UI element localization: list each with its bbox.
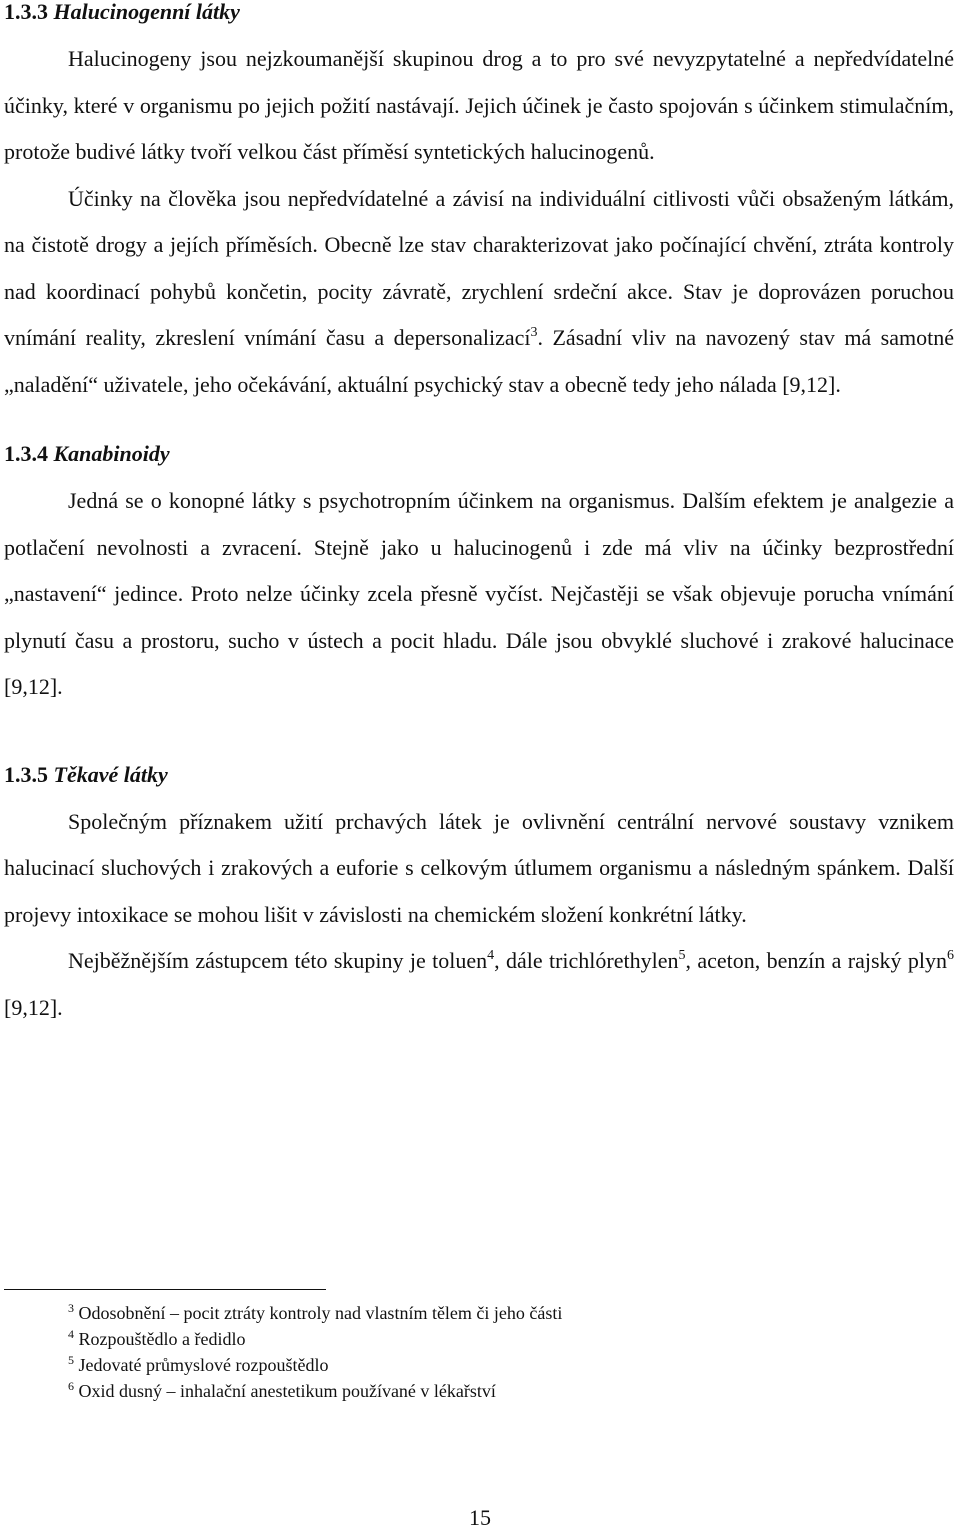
section-number: 1.3.3 bbox=[4, 0, 48, 24]
section-tekave-latky bbox=[4, 763, 954, 1032]
section-halucinogenni-latky bbox=[4, 0, 954, 408]
footnote bbox=[4, 1300, 804, 1326]
section-title: Těkavé látky bbox=[53, 761, 168, 787]
paragraph-text: , dále trichlórethylen bbox=[494, 948, 679, 973]
paragraph: Halucinogeny jsou nejzkoumanější skupinou drog a to pro své nevyzpytatelné a nepředvídatelné účinky, které v organismu po jejich požití nastávají. Jejich účinek je často spojován s účinkem stimulačním, protože budivé látky tvoří velkou část příměsí syntetických halucinogenů. bbox=[4, 46, 954, 164]
section-title: Halucinogenní látky bbox=[53, 0, 240, 24]
section-number: 1.3.5 bbox=[4, 761, 48, 787]
footnotes bbox=[4, 1289, 804, 1404]
paragraph-text: Účinky na člověka jsou nepředvídatelné a závisí na individuální citlivosti vůči obsaženým látkám, na čistotě drogy a jejích příměsích. Obecně lze stav charakterizovat jako počínající chvění, ztráta kontroly nad koordinací pohybů končetin, pocity závratě, zrychlení srdeční akce. Stav je doprovázen poruchou vnímání reality, zkreslení vnímání času a depersonalizací bbox=[4, 185, 954, 350]
footnote bbox=[4, 1352, 804, 1378]
paragraph bbox=[4, 938, 954, 1031]
section-title: Kanabinoidy bbox=[53, 441, 170, 466]
footnote-ref: 3 bbox=[530, 325, 538, 340]
section-heading bbox=[4, 0, 954, 24]
document-page bbox=[4, 0, 954, 1031]
footnote-divider bbox=[4, 1289, 326, 1290]
footnote-number: 5 bbox=[68, 1353, 74, 1367]
footnote-text: Jedovaté průmyslové rozpouštědlo bbox=[78, 1355, 329, 1375]
section-heading bbox=[4, 442, 954, 466]
paragraph-text: . Zásadní vliv na navozený stav má samotné „naladění“ uživatele, jeho očekávání, aktuální psychický stav a obecně tedy jeho nálada [9,12]. bbox=[4, 325, 954, 397]
section-heading bbox=[4, 763, 954, 787]
footnote-ref: 6 bbox=[946, 948, 954, 963]
section-kanabinoidy bbox=[4, 442, 954, 711]
footnote-text: Oxid dusný – inhalační anestetikum používané v lékařství bbox=[78, 1381, 496, 1401]
paragraph: Společným příznakem užití prchavých látek je ovlivnění centrální nervové soustavy vznikem halucinací sluchových i zrakových a euforie s celkovým útlumem organismu a následným spánkem. Další projevy intoxikace se mohou lišit v závislosti na chemickém složení konkrétní látky. bbox=[4, 808, 954, 927]
footnote-text: Odosobnění – pocit ztráty kontroly nad vlastním tělem či jeho části bbox=[78, 1303, 563, 1323]
footnote-ref: 5 bbox=[678, 948, 686, 963]
paragraph bbox=[4, 176, 954, 409]
footnote-text: Rozpouštědlo a ředidlo bbox=[78, 1329, 246, 1349]
page-number: 15 bbox=[469, 1505, 491, 1530]
paragraph-text: Nejběžnějším zástupcem této skupiny je toluen bbox=[68, 948, 488, 973]
paragraph-text: [9,12]. bbox=[4, 994, 63, 1020]
footnote-number: 6 bbox=[68, 1379, 74, 1393]
footnote-number: 3 bbox=[68, 1301, 74, 1315]
section-number: 1.3.4 bbox=[4, 441, 48, 466]
footnote-number: 4 bbox=[68, 1327, 74, 1341]
footnote-ref: 4 bbox=[487, 948, 495, 963]
footnote bbox=[4, 1378, 804, 1404]
footnote bbox=[4, 1326, 804, 1352]
paragraph: Jedná se o konopné látky s psychotropním účinkem na organismus. Dalším efektem je analgezie a potlačení nevolnosti a zvracení. Stejně jako u halucinogenů i zde má vliv na účinky bezprostřední „nastavení“ jedince. Proto nelze účinky zcela přesně vyčíst. Nejčastěji se však objevuje porucha vnímání plynutí času a prostoru, sucho v ústech a pocit hladu. Dále jsou obvyklé sluchové i zrakové halucinace [9,12]. bbox=[4, 488, 954, 699]
paragraph-text: , aceton, benzín a rajský plyn bbox=[685, 948, 947, 973]
